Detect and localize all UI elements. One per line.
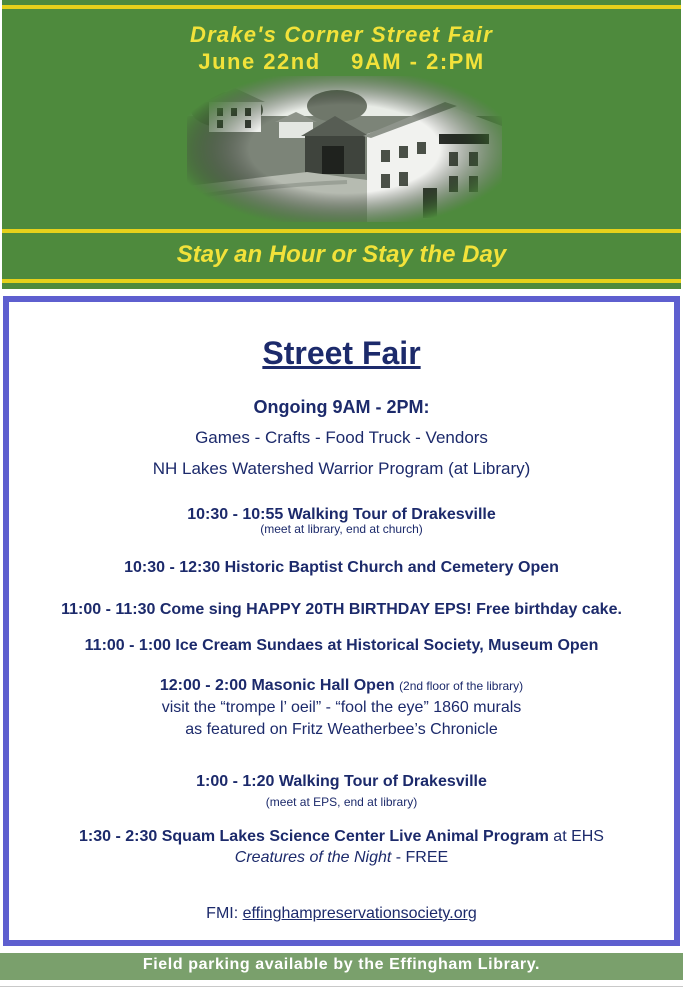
ongoing-title: Ongoing 9AM - 2PM:	[253, 397, 430, 417]
ongoing-items: Games - Crafts - Food Truck - Vendors	[195, 428, 488, 447]
bottom-rule	[0, 986, 683, 987]
event-masonic-hall-line3: as featured on Fritz Weatherbee’s Chronicle	[185, 721, 498, 738]
fair-title: Drake's Corner Street Fair	[190, 22, 493, 47]
event-squam-lakes-subtitle	[9, 849, 674, 867]
parking-footer: Field parking available by the Effingham Library.	[0, 953, 683, 980]
event-masonic-hall	[9, 677, 674, 695]
event-birthday: 11:00 - 11:30 Come sing HAPPY 20TH BIRTHDAY EPS! Free birthday cake.	[61, 601, 622, 618]
event-squam-lakes-title: 1:30 - 2:30 Squam Lakes Science Center Live Animal Program	[79, 828, 549, 845]
schedule-heading: Street Fair	[262, 335, 421, 371]
fmi-line	[9, 905, 674, 923]
event-squam-lakes-location: at EHS	[548, 828, 604, 845]
fair-date: June 22nd 9AM - 2:PM	[198, 49, 485, 74]
tagline: Stay an Hour or Stay the Day	[176, 241, 507, 268]
event-walking-tour-1: 10:30 - 10:55 Walking Tour of Drakesville	[187, 506, 496, 523]
ongoing-program: NH Lakes Watershed Warrior Program (at Library)	[152, 459, 531, 478]
event-walking-tour-2: 1:00 - 1:20 Walking Tour of Drakesville	[196, 773, 487, 790]
event-ice-cream: 11:00 - 1:00 Ice Cream Sundaes at Historical Society, Museum Open	[84, 637, 599, 654]
bottom-gold-line	[2, 279, 681, 283]
event-squam-lakes-show: Creatures of the Night	[234, 849, 392, 866]
event-masonic-hall-title: 12:00 - 2:00 Masonic Hall Open	[159, 677, 395, 694]
middle-gold-line	[2, 229, 681, 233]
historic-photo	[187, 76, 502, 222]
top-gold-line	[2, 5, 681, 9]
event-walking-tour-1-note: (meet at library, end at church)	[260, 522, 423, 536]
event-baptist-church: 10:30 - 12:30 Historic Baptist Church and Cemetery Open	[124, 559, 559, 576]
header-banner	[2, 0, 681, 289]
website-link[interactable]: effinghampreservationsociety.org	[242, 905, 477, 922]
fmi-label: FMI:	[206, 905, 243, 922]
event-masonic-hall-note: (2nd floor of the library)	[399, 679, 524, 693]
event-walking-tour-2-note: (meet at EPS, end at library)	[265, 795, 418, 809]
event-masonic-hall-line2: visit the “trompe l’ oeil” - “fool the eye” 1860 murals	[161, 699, 522, 716]
event-squam-lakes	[9, 828, 674, 846]
event-squam-lakes-price: - FREE	[391, 849, 449, 866]
schedule-panel	[3, 296, 680, 946]
